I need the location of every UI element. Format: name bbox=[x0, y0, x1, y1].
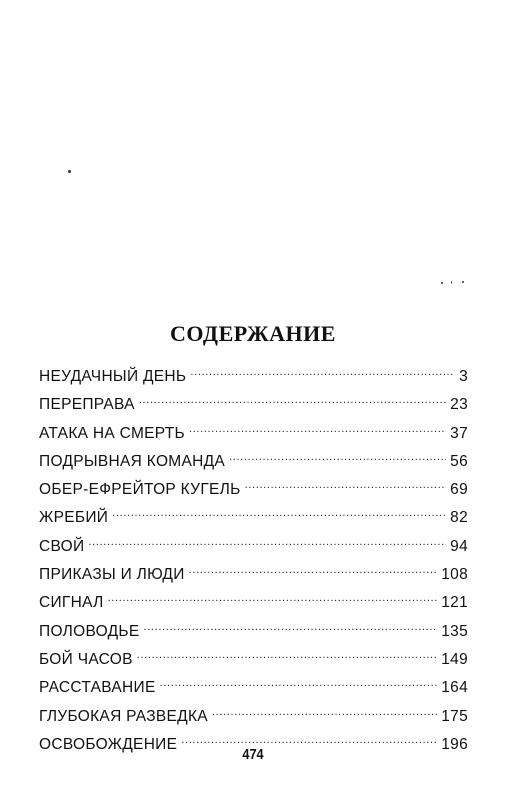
toc-entry bbox=[39, 565, 468, 593]
toc-entry bbox=[39, 367, 468, 395]
print-speck bbox=[68, 170, 71, 173]
toc-entry bbox=[39, 480, 468, 508]
dot-leader bbox=[190, 367, 455, 381]
toc-entry-title: ОСВОБОЖДЕНИЕ bbox=[39, 735, 178, 753]
print-speck bbox=[451, 281, 452, 284]
toc-entry-title: ПЕРЕПРАВА bbox=[39, 396, 135, 414]
toc-entry-page: 3 bbox=[459, 368, 468, 385]
toc-entry bbox=[39, 678, 468, 706]
toc-entry-title: ПРИКАЗЫ И ЛЮДИ bbox=[39, 566, 185, 584]
toc-entry-page: 135 bbox=[441, 622, 468, 640]
table-of-contents bbox=[39, 367, 468, 763]
dot-leader bbox=[88, 537, 446, 551]
dot-leader bbox=[108, 593, 438, 607]
dot-leader bbox=[189, 565, 438, 579]
toc-entry-title: ПОДРЫВНАЯ КОМАНДА bbox=[39, 452, 226, 470]
toc-entry bbox=[39, 424, 468, 452]
toc-entry bbox=[39, 622, 468, 650]
dot-leader bbox=[160, 678, 438, 692]
dot-leader bbox=[144, 622, 438, 636]
toc-entry-title: ЖРЕБИЙ bbox=[39, 509, 109, 527]
dot-leader bbox=[112, 508, 446, 522]
toc-entry-page: 196 bbox=[441, 735, 468, 753]
dot-leader bbox=[139, 395, 446, 409]
toc-entry bbox=[39, 508, 468, 536]
toc-entry-page: 164 bbox=[441, 679, 468, 697]
toc-entry-page: 149 bbox=[441, 650, 468, 668]
toc-entry-page: 121 bbox=[441, 594, 468, 612]
toc-entry bbox=[39, 395, 468, 423]
toc-entry-title: НЕУДАЧНЫЙ ДЕНЬ bbox=[39, 368, 187, 385]
dot-leader bbox=[245, 480, 447, 494]
toc-entry-page: 37 bbox=[450, 424, 468, 442]
toc-entry bbox=[39, 650, 468, 678]
toc-entry-title: СВОЙ bbox=[39, 537, 85, 555]
toc-entry-page: 82 bbox=[450, 509, 468, 527]
toc-entry bbox=[39, 593, 468, 621]
dot-leader bbox=[229, 452, 446, 466]
toc-entry-title: ГЛУБОКАЯ РАЗВЕДКА bbox=[39, 707, 208, 725]
print-speck bbox=[441, 282, 443, 284]
dot-leader bbox=[212, 707, 437, 721]
toc-entry-title: ПОЛОВОДЬЕ bbox=[39, 622, 140, 640]
toc-entry-page: 23 bbox=[450, 396, 468, 414]
toc-entry-title: ОБЕР-ЕФРЕЙТОР КУГЕЛЬ bbox=[39, 481, 241, 499]
toc-entry-page: 108 bbox=[441, 566, 468, 584]
toc-entry-page: 94 bbox=[450, 537, 468, 555]
toc-entry-title: АТАКА НА СМЕРТЬ bbox=[39, 424, 185, 442]
toc-entry bbox=[39, 537, 468, 565]
toc-entry-page: 175 bbox=[441, 707, 468, 725]
toc-entry-title: РАССТАВАНИЕ bbox=[39, 679, 156, 697]
page-number: 474 bbox=[242, 746, 264, 763]
toc-entry bbox=[39, 707, 468, 735]
dot-leader bbox=[137, 650, 437, 664]
print-speck bbox=[462, 281, 464, 283]
toc-entry-page: 56 bbox=[450, 452, 468, 470]
toc-entry-title: БОЙ ЧАСОВ bbox=[39, 650, 133, 668]
toc-entry bbox=[39, 452, 468, 480]
contents-heading: СОДЕРЖАНИЕ bbox=[170, 321, 336, 346]
toc-entry-title: СИГНАЛ bbox=[39, 594, 104, 612]
toc-entry-page: 69 bbox=[450, 481, 468, 499]
dot-leader bbox=[189, 424, 446, 438]
